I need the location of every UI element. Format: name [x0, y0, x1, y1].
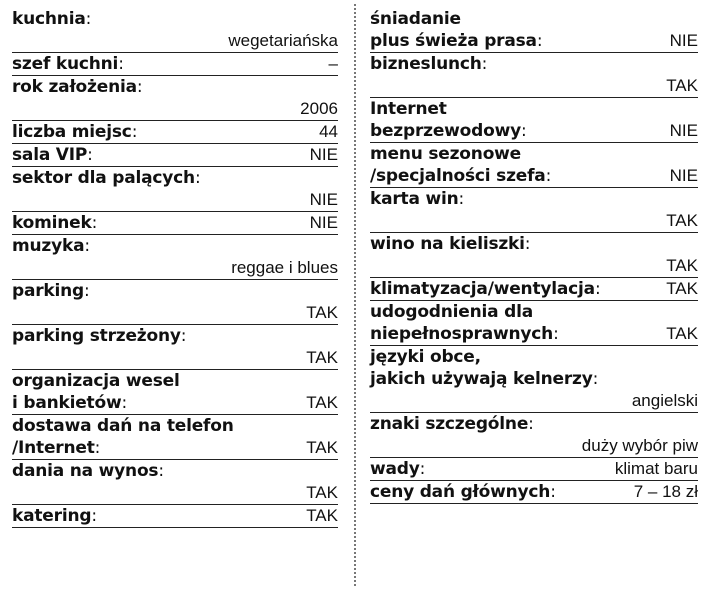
info-label: dostawa dań na telefon: [12, 416, 234, 436]
info-label: kominek:: [12, 213, 98, 233]
info-colon: :: [180, 326, 187, 346]
info-colon: :: [131, 122, 138, 142]
info-label: plus świeża prasa:: [370, 31, 543, 51]
info-row-internet-bezprzewodowy: [370, 98, 698, 143]
info-value: 7 – 18 zł: [633, 482, 698, 501]
info-row-wady: [370, 458, 698, 481]
info-value: NIE: [669, 31, 698, 50]
info-value: TAK: [306, 438, 338, 457]
info-row-sniadanie-plus-swieza-prasa: [370, 8, 698, 53]
info-value: TAK: [306, 303, 338, 322]
info-colon: :: [521, 121, 527, 141]
info-colon: :: [118, 54, 124, 74]
info-colon: :: [594, 279, 601, 299]
column-divider: [354, 4, 356, 586]
info-row-udogodnienia-dla-niepelnosprawnych: [370, 301, 698, 346]
info-colon: :: [84, 281, 90, 301]
info-row-bizneslunch: [370, 53, 698, 98]
info-value: NIE: [669, 121, 698, 140]
info-value: TAK: [306, 393, 338, 412]
info-row-parking-strzezony: [12, 325, 338, 370]
info-value: TAK: [666, 76, 698, 95]
info-row-kuchnia: [12, 8, 338, 53]
info-row-sala-vip: [12, 144, 338, 167]
info-label: bezprzewodowy:: [370, 121, 527, 141]
info-colon: :: [536, 31, 543, 51]
info-colon: :: [85, 9, 92, 29]
info-colon: :: [194, 168, 201, 188]
info-label: sektor dla palących:: [12, 168, 201, 188]
info-value: TAK: [306, 348, 338, 367]
info-label: /Internet:: [12, 438, 101, 458]
info-row-dostawa-dan-na-telefon-internet: [12, 415, 338, 460]
info-row-szef-kuchni: [12, 53, 338, 76]
info-colon: :: [158, 461, 164, 481]
info-value: TAK: [666, 211, 698, 230]
info-row-klimatyzacja-wentylacja: [370, 278, 698, 301]
info-row-organizacja-wesel-i-bankietow: [12, 370, 338, 415]
info-row-parking: [12, 280, 338, 325]
info-label: katering:: [12, 506, 97, 526]
info-label: parking:: [12, 281, 90, 301]
info-label: organizacja wesel: [12, 371, 180, 391]
info-label: dania na wynos:: [12, 461, 164, 481]
info-value: TAK: [666, 279, 698, 298]
info-row-rok-zalozenia: [12, 76, 338, 121]
right-column: [370, 8, 698, 504]
info-colon: :: [481, 54, 488, 74]
info-colon: :: [84, 236, 90, 256]
info-value: NIE: [309, 190, 338, 209]
info-label: sala VIP:: [12, 145, 93, 165]
info-value: NIE: [309, 213, 338, 232]
info-colon: :: [91, 506, 97, 526]
info-value: TAK: [306, 483, 338, 502]
info-value: 2006: [300, 99, 338, 118]
info-colon: :: [524, 234, 531, 254]
info-label: języki obce,: [370, 347, 481, 367]
info-label: liczba miejsc:: [12, 122, 138, 142]
info-colon: :: [419, 459, 426, 479]
info-row-ceny-dan-glownych: [370, 481, 698, 504]
info-row-jezyki-obce-jakich-uzywaja-kelnerzy: [370, 346, 698, 413]
info-row-dania-na-wynos: [12, 460, 338, 505]
info-label: wady:: [370, 459, 426, 479]
info-label: rok założenia:: [12, 77, 143, 97]
info-row-menu-sezonowe-specjalnosci-szefa: [370, 143, 698, 188]
info-label: wino na kieliszki:: [370, 234, 531, 254]
info-row-muzyka: [12, 235, 338, 280]
info-colon: :: [91, 213, 98, 233]
info-colon: :: [550, 482, 556, 502]
info-value: angielski: [631, 391, 698, 410]
info-label: śniadanie: [370, 9, 461, 29]
info-row-sektor-dla-palacych: [12, 167, 338, 212]
info-colon: :: [545, 166, 552, 186]
info-value: TAK: [666, 256, 698, 275]
info-row-znaki-szczegolne: [370, 413, 698, 458]
info-colon: :: [121, 393, 127, 413]
info-row-wino-na-kieliszki: [370, 233, 698, 278]
info-value: TAK: [666, 324, 698, 343]
info-label: i bankietów:: [12, 393, 127, 413]
info-colon: :: [87, 145, 93, 165]
info-label: karta win:: [370, 189, 465, 209]
info-label: klimatyzacja/wentylacja:: [370, 279, 601, 299]
info-label: niepełnosprawnych:: [370, 324, 559, 344]
info-value: duży wybór piw: [581, 436, 698, 455]
info-label: muzyka:: [12, 236, 90, 256]
info-row-liczba-miejsc: [12, 121, 338, 144]
info-label: Internet: [370, 99, 447, 119]
info-value: TAK: [306, 506, 338, 525]
info-colon: :: [528, 414, 534, 434]
info-label: menu sezonowe: [370, 144, 522, 164]
info-row-karta-win: [370, 188, 698, 233]
info-value: 44: [319, 122, 338, 141]
info-label: bizneslunch:: [370, 54, 488, 74]
info-label: ceny dań głównych:: [370, 482, 556, 502]
info-value: –: [328, 54, 338, 73]
info-colon: :: [458, 189, 465, 209]
info-colon: :: [592, 369, 599, 389]
info-label: kuchnia:: [12, 9, 92, 29]
info-colon: :: [94, 438, 101, 458]
info-label: znaki szczególne:: [370, 414, 534, 434]
info-label: /specjalności szefa:: [370, 166, 552, 186]
info-colon: :: [136, 77, 143, 97]
info-value: wegetariańska: [228, 31, 338, 50]
info-label: udogodnienia dla: [370, 302, 534, 322]
info-value: NIE: [309, 145, 338, 164]
info-row-kominek: [12, 212, 338, 235]
info-value: reggae i blues: [231, 258, 338, 277]
info-value: klimat baru: [614, 459, 698, 478]
info-label: jakich używają kelnerzy:: [370, 369, 599, 389]
left-column: [12, 8, 338, 528]
info-value: NIE: [669, 166, 698, 185]
info-label: parking strzeżony:: [12, 326, 187, 346]
info-label: szef kuchni:: [12, 54, 124, 74]
info-colon: :: [553, 324, 559, 344]
info-row-katering: [12, 505, 338, 528]
